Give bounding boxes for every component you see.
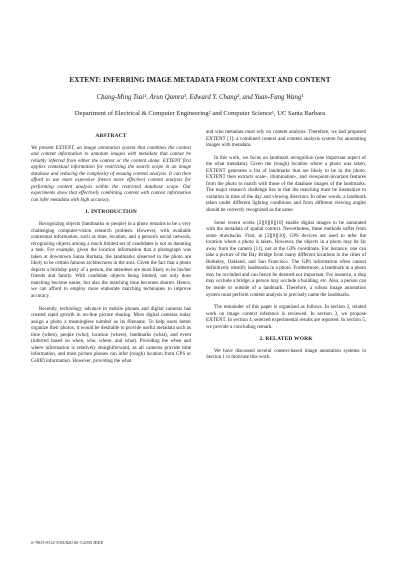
abstract-heading: ABSTRACT bbox=[95, 133, 127, 139]
related-work-paragraph: We have discussed several context-based image annotation systems in Section 1 to motivate this work. bbox=[206, 347, 366, 361]
body-paragraph-1: and who metadata must rely on content analysis. Therefore, we had proposed EXTENT [1]: a combined context and content analysis system for annotating images with metadata. bbox=[206, 129, 366, 149]
body-paragraph-4: The remainder of this paper is organized as follows. In section 2, related work on image context inference is reviewed. In section 3, we propose EXTENT. In section 4, selected experimental results are reported. In section 5, we provide a concluding remark. bbox=[206, 304, 366, 330]
introduction-heading: 1. INTRODUCTION bbox=[85, 209, 137, 216]
right-column bbox=[206, 129, 366, 367]
abstract-text: We present EXTENT, an image annotation system that combines the context and content information to annotate images with metadata that cannot be reliably inferred from either the context or the content alone. EXTENT first applies contextual information for restricting the search scope in an image database and reducing the complexity of ensuing content analysis. It can then afford to use more expensive (hence more effective) content analysis for performing content analysis within the restricted database scope. Our experiments show that effectively combining content with context information can infer metadata with high accuracy. bbox=[31, 144, 191, 203]
paper-affiliation: Department of Electrical & Computer Engineering² and Computer Science¹, UC Santa Barbara bbox=[74, 110, 326, 117]
introduction-paragraph-2: Recently, technology advance in mobile phones and digital cameras has created rapid growth in on-line picture sharing. Most digital cameras today assign a photo a meaningless number as its filename. To help users better organize their photos, it would be desirable to provide useful metadata such as time (when), people (who), location (where), landmarks (what), and event (inferred based on when, who, where, and what). Providing the when and where information is relatively straightforward, as all cameras provide time information, and most picture phones can infer (rough) location from GPS or CellID information. However, providing the what bbox=[31, 305, 191, 364]
body-paragraph-3: Some recent works [2][6][8][10] enable digital images to be annotated with the metadata of spatial context. Nevertheless, these methods suffer from some drawbacks. First, in [2][8][10], GPS devices are used to infer the location where a photo is taken. However, the objects in a photo may be far away from the camera [11], not at the GPS coordinate. For instance, one can take a picture of the Bay Bridge from many different locations in the cities of Berkeley, Oakland, and San Francisco. The GPS information often cannot definitively identify landmarks in a photo. Furthermore, a landmark in a photo may be occluded and can hence be deemed not important. For instance, a ship may occlude a bridge; a person may occlude a building, etc. Also, a person can be inside or outside of a landmark. Therefore, a robust image annotation system must perform content analysis to precisely name the landmarks. bbox=[206, 219, 366, 298]
left-column bbox=[31, 129, 191, 371]
paper-title: EXTENT: INFERRING IMAGE METADATA FROM CONTEXT AND CONTENT bbox=[69, 76, 331, 84]
paper-authors: Chang-Ming Tsai¹, Arun Qamra¹, Edward Y. Chang², and Yuan-Fang Wang¹ bbox=[96, 94, 304, 101]
body-paragraph-2: In this work, we focus on landmark recognition (one important aspect of the what metadata). Given the (rough) location where a photo was taken, EXTENT generates a list of landmarks that are likely to be in the photo. EXTENT then extracts scale-, illumination-, and viewpoint-invariant features from the photo to match with those of the database images of the landmarks. The major research challenge lies in that the matching must be insensitive to variation in time of the day and viewing direction. In other words, a landmark taken under different lighting conditions and from different viewing angles should be correctly recognized as the same. bbox=[206, 154, 366, 214]
related-work-heading: 2. RELATED WORK bbox=[259, 336, 313, 343]
introduction-paragraph-1: Recognizing objects (landmarks or people) in a photo remains to be a very challenging computer-vision research problem. However, with available contextual information, such as time, location, and a person's social network, recognizing objects among a much limited set of candidates is not as daunting a task. For example, given the location information that a photograph was taken at downtown Santa Barbara, the landmarks observed in the photo are likely to be certain famous architectures in the area. Given the fact that a photo depicts a birthday party of a person, the attendees are most likely to be his/her friends and family. With candidate objects being limited, not only does matching become easier, but also the matching time becomes shorter. Hence, we can afford to employ more elaborate matching techniques to improve accuracy. bbox=[31, 221, 191, 300]
copyright-footer: 0-7803-9332-5/05/$20.00 ©2005 IEEE bbox=[31, 540, 104, 545]
